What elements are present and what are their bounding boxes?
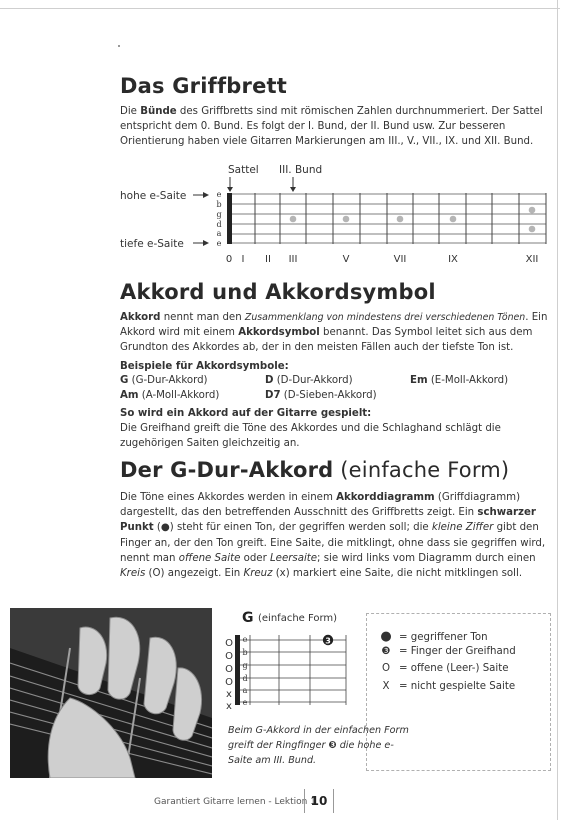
svg-text:b: b [216, 200, 222, 209]
hand-photo [10, 608, 212, 778]
svg-text:e: e [242, 698, 248, 707]
example-em: Em (E-Moll-Akkord) [410, 375, 509, 386]
g-dur-paragraph: Die Töne eines Akkordes werden in einem Akkorddiagramm (Griffdiagramm) dargestellt, das den betreffenden Ausschnitt des Griffbretts zeigt. Ein schwarzer Punkt (●) steht für einen Ton, der gegriffen werden soll; die kleine Ziffer gibt den Finger an, der den Ton greift. Eine Saite, die mitklingt, ohne dass sie gegriffen wird, nennt man offene Saite oder Leersaite; sie wird links vom Diagramm durch einen Kreis (O) angezeigt. Ein Kreuz (x) markiert eine Saite, die nicht mitklingen soll. [120, 492, 546, 580]
svg-text:d: d [216, 220, 222, 229]
g-chord-diagram [220, 606, 360, 718]
example-am: Am (A-Moll-Akkord) [120, 389, 220, 401]
svg-text:O: O [225, 664, 233, 675]
filled-dot-icon: ● [380, 629, 392, 644]
svg-text:O: O [225, 651, 233, 662]
chord-form: (einfache Form) [258, 613, 338, 624]
finger-number: 3 [325, 636, 331, 646]
example-d7: D7 (D-Sieben-Akkord) [265, 389, 377, 401]
footer-title: Garantiert Gitarre lernen - Lektion 1 [154, 797, 316, 807]
bund3-label: III. Bund [279, 164, 323, 176]
right-rule [557, 0, 558, 820]
fretboard-diagram [0, 155, 569, 270]
cross-icon: X [382, 681, 390, 692]
high-string-label: hohe e-Saite [120, 190, 187, 202]
diagram-caption: Beim G-Akkord in der einfachen Form greift der Ringfinger ❸ die hohe e-Saite am III. Bund. [228, 725, 409, 766]
fret-numbers [226, 254, 539, 265]
low-arrow-head [203, 240, 209, 246]
how-text: Die Greifhand greift die Töne des Akkordes und die Schlaghand schlägt die zugehörigen Saiten gleichzeitig an. [120, 423, 501, 450]
finger-number-icon: ❸ [381, 646, 391, 657]
svg-text:d: d [242, 674, 248, 683]
chord-nut [235, 635, 240, 705]
svg-text:O: O [225, 677, 233, 688]
svg-text:I: I [241, 254, 245, 265]
akkord-paragraph: Akkord nennt man den Zusammenklang von mindestens drei verschiedenen Tönen. Ein Akkord wird mit einem Akkordsymbol benannt. Das Symbol leitet sich aus dem Grundton des Akkordes ab, der in den meisten Fällen auch der tiefste Ton ist. [120, 312, 548, 354]
top-rule [0, 8, 560, 9]
svg-text:IX: IX [448, 254, 458, 265]
svg-text:III: III [288, 254, 298, 265]
how-heading: So wird ein Akkord auf der Gitarre gespielt: [120, 408, 372, 419]
svg-text:g: g [216, 210, 222, 219]
svg-text:e: e [216, 239, 222, 248]
sattel-label: Sattel [228, 164, 259, 176]
page-number: 10 [304, 789, 334, 813]
svg-text:II: II [265, 254, 271, 265]
legend-row-open: O = offene (Leer-) Saite [379, 663, 509, 674]
svg-text:g: g [242, 661, 248, 670]
example-g: G (G-Dur-Akkord) [120, 375, 208, 386]
legend-row-finger: ❸ = Finger der Greifhand [379, 646, 516, 657]
low-string-label: tiefe e-Saite [120, 238, 184, 250]
svg-text:x: x [226, 701, 232, 712]
griffbrett-paragraph: Die Bünde des Griffbretts sind mit römischen Zahlen durchnummeriert. Der Sattel entspricht dem 0. Bund. Es folgt der I. Bund, der II. Bund usw. Zur besseren Orientierung haben viele Gitarren Markierungen am III., V., VII., IX. und XII. Bund. [120, 106, 543, 148]
svg-text:a: a [216, 229, 222, 238]
strings [232, 194, 546, 243]
legend-row-muted: X = nicht gespielte Saite [379, 681, 515, 692]
nut [227, 193, 232, 244]
legend-row-dot: ● = gegriffener Ton [380, 629, 488, 644]
svg-text:a: a [242, 686, 248, 695]
svg-text:b: b [242, 648, 248, 657]
heading-g-dur: Der G-Dur-Akkord (einfache Form) [120, 458, 510, 482]
string-letters [216, 190, 221, 248]
chord-name: G [242, 610, 254, 626]
svg-text:e: e [216, 190, 222, 199]
speck [118, 45, 120, 47]
heading-akkord: Akkord und Akkordsymbol [120, 280, 436, 304]
svg-text:V: V [342, 254, 350, 265]
heading-griffbrett: Das Griffbrett [120, 74, 287, 98]
high-arrow-head [203, 192, 209, 198]
svg-text:O: O [225, 638, 233, 649]
svg-text:e: e [242, 635, 248, 644]
example-d: D (D-Dur-Akkord) [265, 375, 353, 386]
examples-heading: Beispiele für Akkordsymbole: [120, 361, 289, 372]
sattel-arrow-head [227, 187, 233, 192]
chord-string-letters [242, 635, 247, 707]
chord-grid [240, 635, 346, 705]
svg-text:x: x [226, 689, 232, 700]
bund3-arrow-head [290, 187, 296, 192]
string-status-marks [225, 638, 233, 712]
svg-text:0: 0 [225, 254, 233, 265]
open-circle-icon: O [381, 663, 391, 674]
svg-text:VII: VII [393, 254, 407, 265]
svg-text:XII: XII [525, 254, 539, 265]
